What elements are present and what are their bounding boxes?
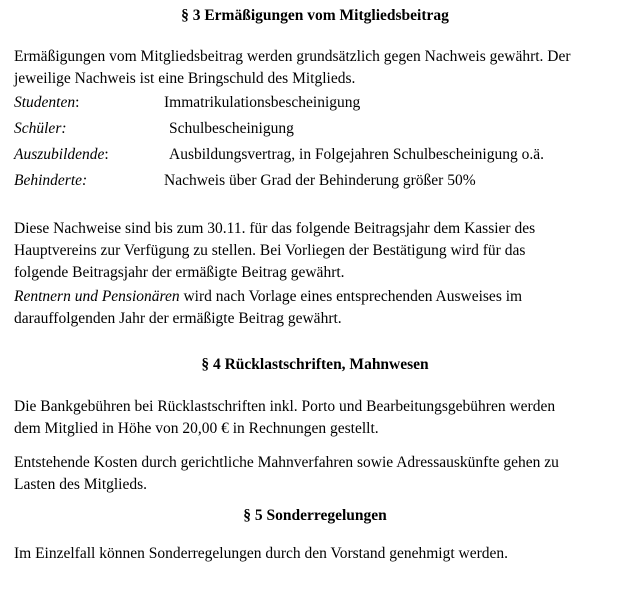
- definition-term-auszubildende: [14, 144, 109, 166]
- definition-term-auszubildende-text: Auszubildende: [14, 146, 105, 163]
- paragraph-3-pensioners-emphasis: Rentnern und Pensionären: [14, 288, 180, 305]
- paragraph-4-bank-fees: Die Bankgebühren bei Rücklastschriften inkl. Porto und Bearbeitungsgebühren werden dem Mitglied in Höhe von 20,00 € in Rechnungen gestellt.: [14, 398, 556, 437]
- definition-term-auszubildende-colon: :: [104, 146, 109, 163]
- paragraph-4-legal-costs: Entstehende Kosten durch gerichtliche Mahnverfahren sowie Adressauskünfte gehen zu Lasten des Mitglieds.: [14, 454, 559, 493]
- definition-term-schueler: [14, 118, 67, 140]
- definition-term-studenten-colon: :: [75, 94, 80, 111]
- definition-description-studenten: Immatrikulationsbescheinigung: [164, 94, 361, 111]
- definition-description-auszubildende: Ausbildungsvertrag, in Folgejahren Schulbescheinigung o.ä.: [169, 146, 544, 163]
- definition-term-studenten: [14, 92, 79, 114]
- section-heading-paragraph-5: § 5 Sonderregelungen: [243, 507, 387, 524]
- reduction-definition-list: [14, 92, 584, 196]
- definition-description-schueler: Schulbescheinigung: [169, 120, 294, 137]
- definition-term-behinderte-text: Behinderte:: [14, 172, 88, 189]
- definition-row-studenten: [14, 92, 584, 118]
- definition-description-behinderte: Nachweis über Grad der Behinderung größer 50%: [164, 172, 476, 189]
- paragraph-3-deadline: Diese Nachweise sind bis zum 30.11. für das folgende Beitragsjahr dem Kassier des Hauptvereins zur Verfügung zu stellen. Bei Vorliegen der Bestätigung wird für das folgende Beitragsjahr der ermäßigte Beitrag gewährt.: [14, 220, 536, 281]
- section-heading-paragraph-4: § 4 Rücklastschriften, Mahnwesen: [201, 356, 429, 373]
- paragraph-5-special-rules: Im Einzelfall können Sonderregelungen durch den Vorstand genehmigt werden.: [14, 545, 508, 562]
- paragraph-3-pensioners-rest: wird nach Vorlage eines entsprechenden Ausweises im darauffolgenden Jahr der ermäßigte Beitrag gewährt.: [14, 288, 523, 327]
- definition-term-behinderte: [14, 170, 87, 192]
- definition-row-behinderte: [14, 170, 584, 196]
- definition-term-schueler-text: Schüler:: [14, 120, 67, 137]
- paragraph-3-intro: Ermäßigungen vom Mitgliedsbeitrag werden grundsätzlich gegen Nachweis gewährt. Der jeweilige Nachweis ist eine Bringschuld des Mitglieds.: [14, 48, 571, 87]
- definition-row-auszubildende: [14, 144, 584, 170]
- definition-row-schueler: [14, 118, 584, 144]
- section-heading-paragraph-3: § 3 Ermäßigungen vom Mitgliedsbeitrag: [181, 7, 449, 24]
- definition-term-studenten-text: Studenten: [14, 94, 76, 111]
- paragraph-3-pensioners: [14, 286, 580, 330]
